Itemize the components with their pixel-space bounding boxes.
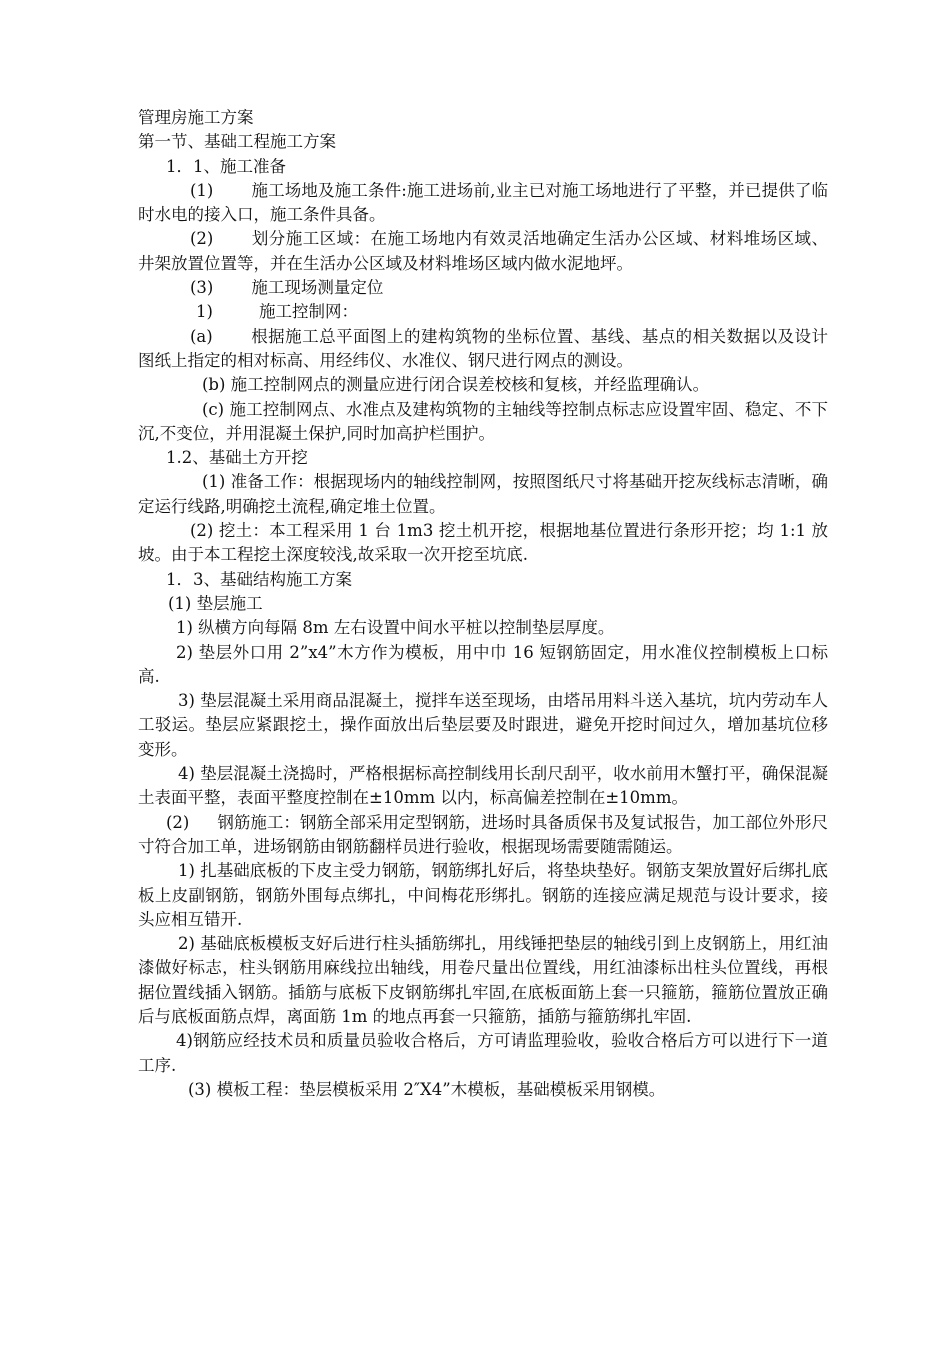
paragraph: (b) 施工控制网点的测量应进行闭合误差校核和复核，并经监理确认。 [202, 375, 710, 395]
subsection-heading: 1.2、基础土方开挖 [166, 448, 308, 468]
paragraph: 3) 垫层混凝土采用商品混凝土，搅拌车送至现场，由塔吊用料斗送入基坑，坑内劳动车人工驳运。垫层应紧跟挖土，操作面放出后垫层要及时跟进，避免开挖时间过久，增加基坑位移变形。 [138, 691, 828, 759]
paragraph [138, 276, 828, 300]
paragraph-text: 施工现场测量定位 [251, 278, 384, 298]
paragraph [138, 325, 828, 374]
paragraph: (c) 施工控制网点、水准点及建构筑物的主轴线等控制点标志应设置牢固、稳定、不下沉,不变位，并用混凝土保护,同时加高护栏围护。 [138, 399, 828, 443]
item-number: (2) [190, 229, 214, 249]
paragraph-text: 根据施工总平面图上的建构筑物的坐标位置、基线、基点的相关数据以及设计图纸上指定的相对标高、用经纬仪、水准仪、钢尺进行网点的测设。 [138, 326, 828, 370]
paragraph-text: 钢筋施工：钢筋全部采用定型钢筋，进场时具备质保书及复试报告，加工部位外形尺寸符合加工单，进场钢筋由钢筋翻样员进行验收，根据现场需要随需随运。 [138, 812, 828, 856]
item-number: (2) [166, 812, 190, 832]
paragraph: 4)钢筋应经技术员和质量员验收合格后，方可请监理验收，验收合格后方可以进行下一道工序. [138, 1031, 828, 1075]
item-number: (3) [190, 278, 214, 298]
paragraph: 2) 垫层外口用 2”x4”木方作为模板，用中巾 16 短钢筋固定，用水准仪控制模板上口标高. [138, 642, 828, 686]
subsection-heading: 1．3、基础结构施工方案 [166, 569, 352, 589]
paragraph-text: 施工场地及施工条件:施工进场前,业主已对施工场地进行了平整，并已提供了临时水电的接入口，施工条件具备。 [138, 180, 828, 225]
paragraph: 1) 扎基础底板的下皮主受力钢筋，钢筋绑扎好后，将垫块垫好。钢筋支架放置好后绑扎底板上皮副钢筋，钢筋外围每点绑扎，中间梅花形绑扎。钢筋的连接应满足规范与设计要求，接头应相互错开. [138, 861, 828, 929]
paragraph-text: 划分施工区域：在施工场地内有效灵活地确定生活办公区域、材料堆场区域、井架放置位置等，并在生活办公区域及材料堆场区域内做水泥地坪。 [138, 229, 828, 273]
paragraph-text: 施工控制网： [258, 302, 358, 322]
paragraph [138, 300, 828, 324]
paragraph: (1) 准备工作：根据现场内的轴线控制网，按照图纸尺寸将基础开挖灰线标志清晰，确定运行线路,明确挖土流程,确定堆土位置。 [138, 472, 828, 516]
paragraph: (2) 挖土：本工程采用 1 台 1m3 挖土机开挖，根据地基位置进行条形开挖；均 1:1 放坡。由于本工程挖土深度较浅,故采取一次开挖至坑底. [138, 521, 828, 565]
subsection-heading: 1．1、施工准备 [166, 156, 286, 176]
paragraph [138, 179, 828, 228]
item-number: 1) [196, 302, 213, 322]
paragraph: (1) 垫层施工 [168, 593, 263, 613]
paragraph: (3) 模板工程：垫层模板采用 2″X4”木模板，基础模板采用钢模。 [188, 1079, 666, 1099]
document-body [138, 106, 828, 1102]
paragraph [138, 811, 828, 860]
paragraph: 1) 纵横方向每隔 8m 左右设置中间水平桩以控制垫层厚度。 [176, 618, 615, 638]
item-number: (a) [190, 326, 213, 346]
document-title: 管理房施工方案 [138, 108, 254, 127]
paragraph: 4) 垫层混凝土浇捣时，严格根据标高控制线用长刮尺刮平，收水前用木蟹打平，确保混凝土表面平整，表面平整度控制在±10mm 以内，标高偏差控制在±10mm。 [138, 764, 828, 808]
paragraph: 2) 基础底板模板支好后进行柱头插筋绑扎，用线锤把垫层的轴线引到上皮钢筋上，用红油漆做好标志，柱头钢筋用麻线拉出轴线，用卷尺量出位置线，用红油漆标出柱头位置线，再根据位置线插入钢筋。插筋与底板下皮钢筋绑扎牢固,在底板面筋上套一只箍筋，箍筋位置放正确后与底板面筋点焊，离面筋 1m 的地点再套一只箍筋，插筋与箍筋绑扎牢固. [138, 934, 828, 1026]
paragraph [138, 227, 828, 276]
item-number: (1) [190, 180, 214, 200]
section-heading: 第一节、基础工程施工方案 [138, 132, 336, 152]
